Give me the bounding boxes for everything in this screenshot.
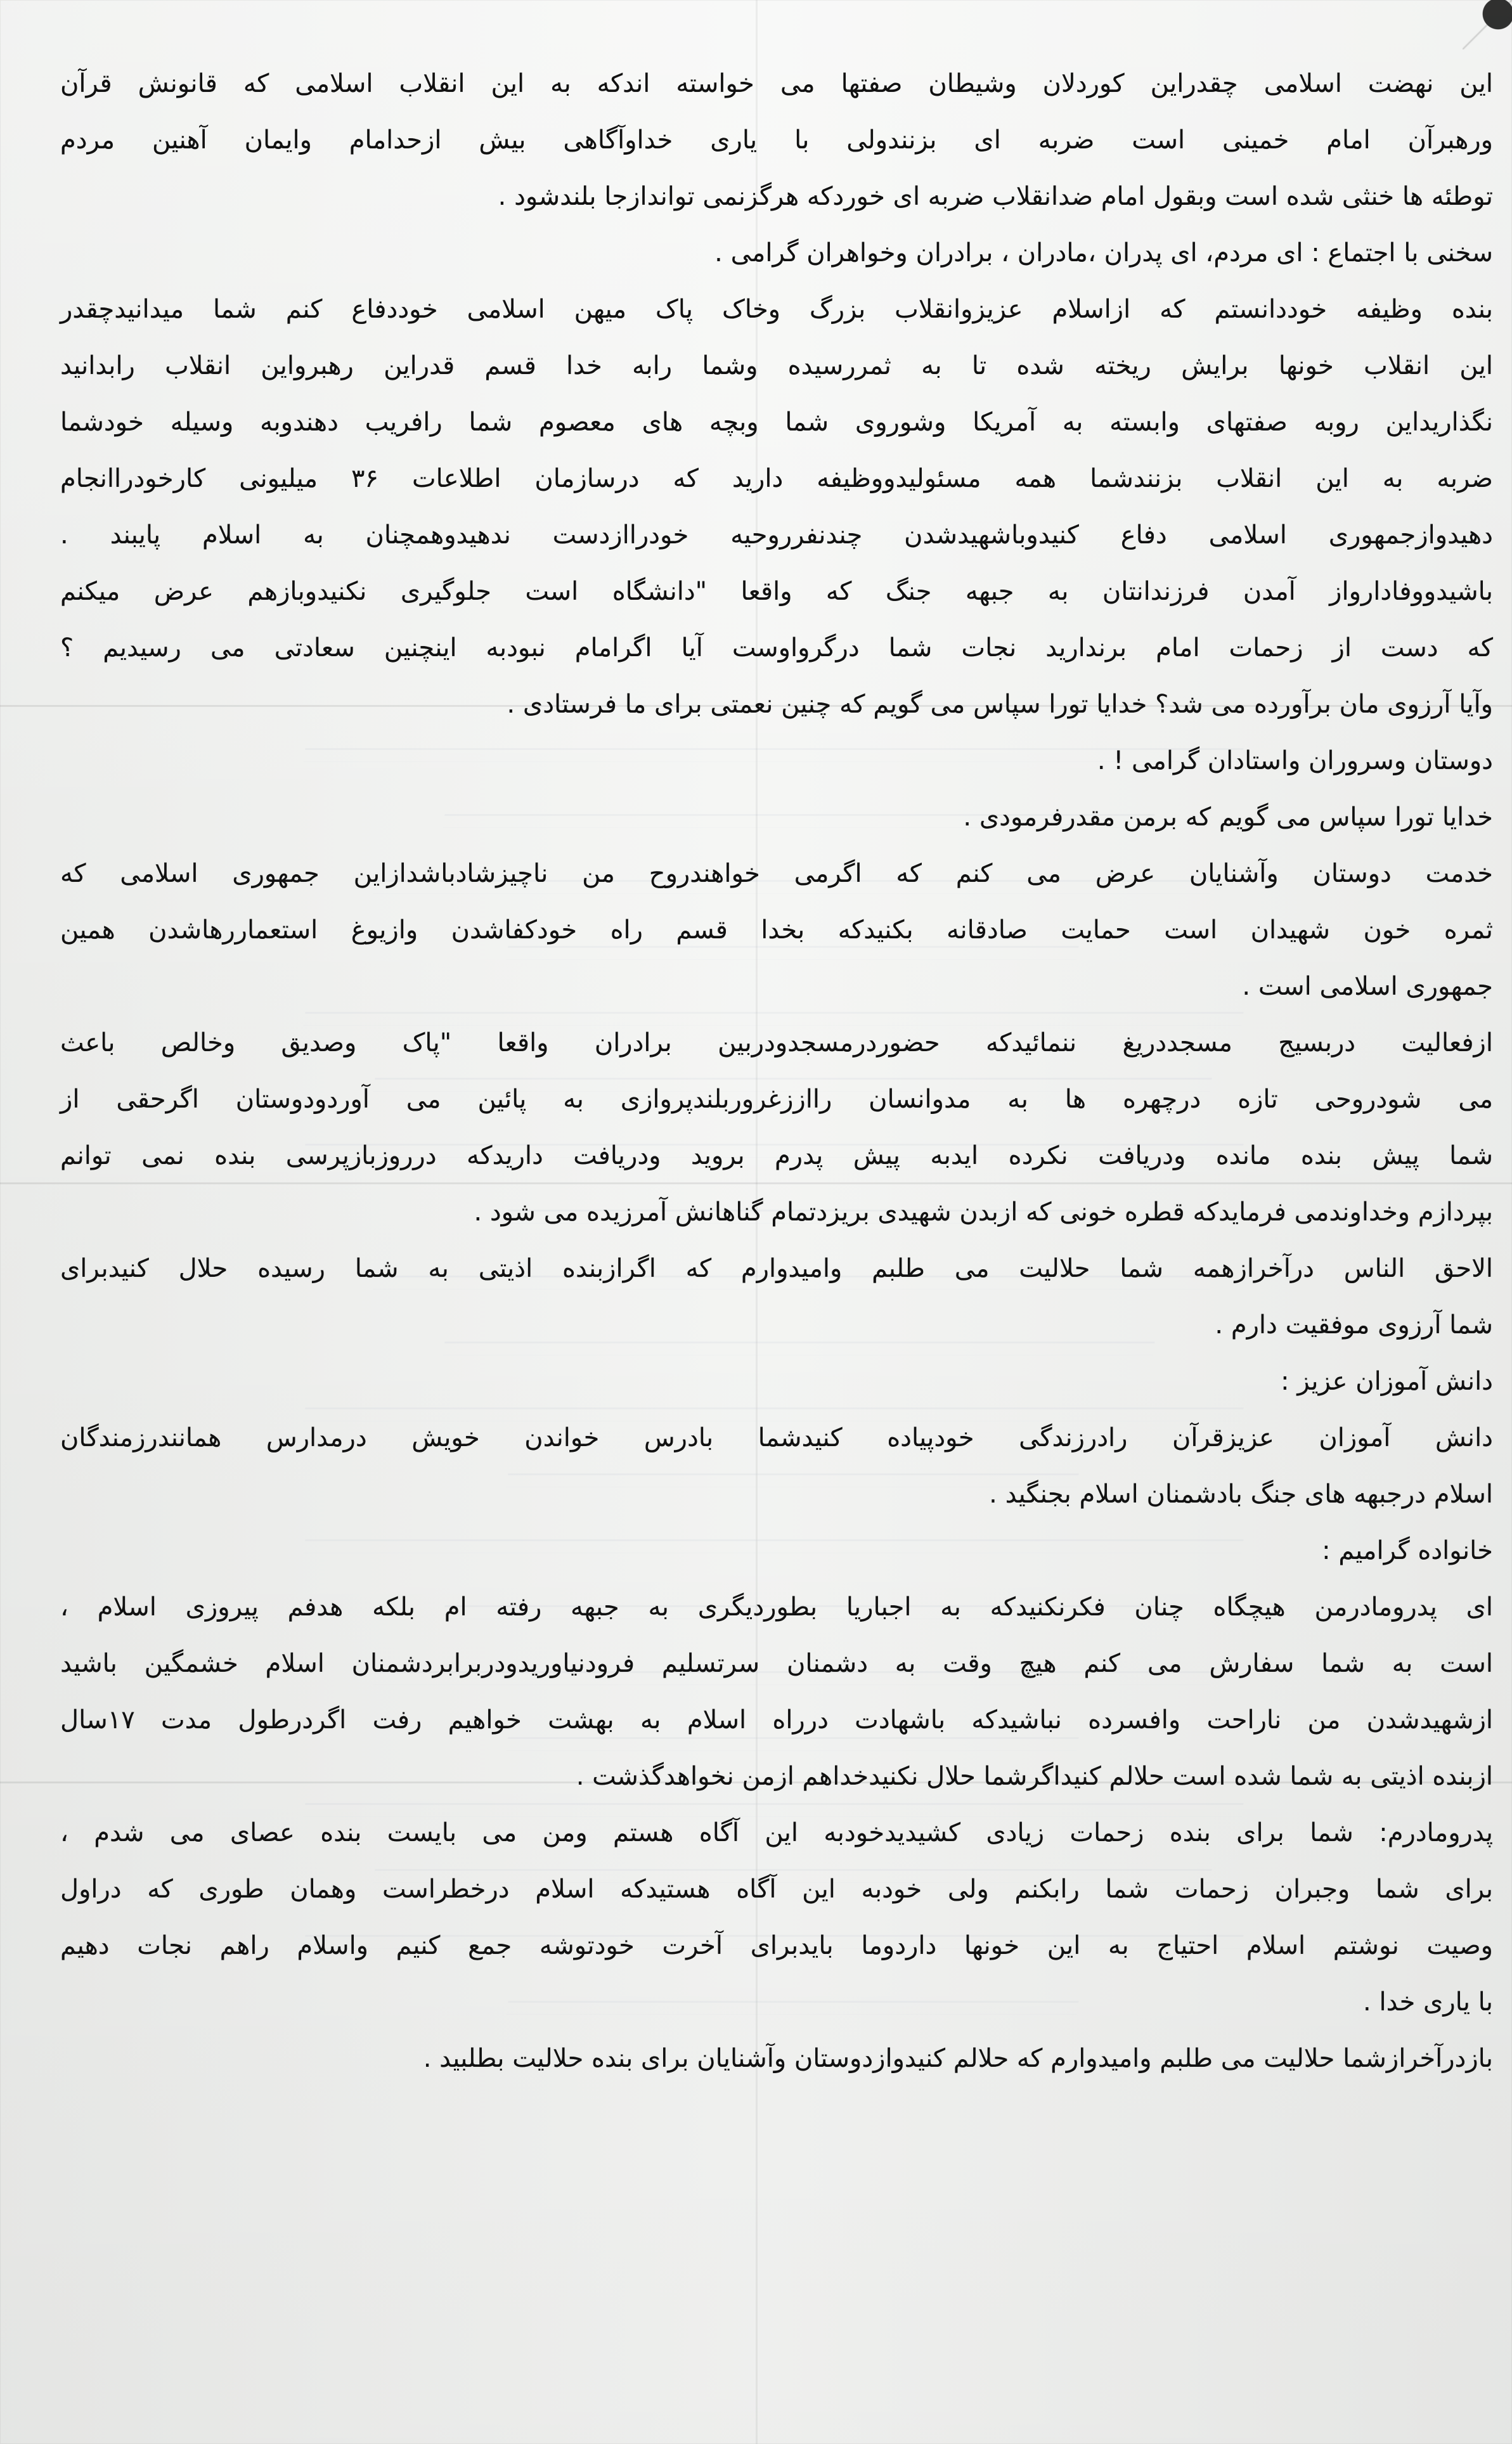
document-line-27: خانواده گرامیم : [1322,1536,1493,1565]
document-line-10: باشیدووفادارواز آمدن فرزندانتان به جبهه جنگ که واقعا "دانشگاه است جلوگیری نکنیدوبازهم عرض میکنم [60,577,1493,606]
document-line-4: سخنی با اجتماع : ای مردم، ای پدران ،مادران ، برادران وخواهران گرامی . [714,238,1493,268]
document-line-1: این نهضت اسلامی چقدراین کوردلان وشیطان صفتها می خواسته اندکه به این انقلاب اسلامی که قانونش قرآن [60,69,1493,98]
document-line-28: ای پدرومادرمن هیچگاه چنان فکرنکنیدکه به اجباریا بطوردیگری به جبهه رفته ام بلکه هدفم پیروزی اسلام ، [60,1593,1493,1622]
document-line-20: شما پیش بنده مانده ودریافت نکرده ایدبه پیش پدرم بروید ودریافت داریدکه درروزبازپرسی بنده نمی توانم [60,1141,1493,1170]
document-line-33: برای شما وجبران زحمات شما رابکنم ولی خودبه این آگاه هستیدکه اسلام درخطراست وهمان طوری که دراول [60,1875,1493,1904]
document-line-32: پدرومادرم: شما برای بنده زحمات زیادی کشیدیدخودبه این آگاه هستم ومن می بایست بنده عصای می شدم ، [60,1818,1493,1847]
document-line-36: بازدرآخرازشما حلالیت می طلبم وامیدوارم که حلالم کنیدوازدوستان وآشنایان برای بنده حلالیت بطلبید . [423,2044,1493,2073]
document-line-35: با یاری خدا . [1363,1988,1493,2017]
document-line-16: ثمره خون شهیدان است حمایت صادقانه بکنیدکه بخدا قسم راه خودکفاشدن وازیوغ استعماررهاشدن همین [60,915,1493,945]
document-line-17: جمهوری اسلامی است . [1242,972,1493,1001]
document-line-29: است به شما سفارش می کنم هیچ وقت به دشمنان سرتسلیم فرودنیاوریدودربرابردشمنان اسلام خشمگین باشید [60,1649,1493,1678]
document-line-12: وآیا آرزوی مان برآورده می شد؟ خدایا تورا سپاس می گویم که چنین نعمتی برای ما فرستادی . [507,690,1493,719]
document-line-14: خدایا تورا سپاس می گویم که برمن مقدرفرمودی . [963,803,1493,832]
document-line-2: ورهبرآن امام خمینی است ضربه ای بزنندولی با یاری خداوآگاهی بیش ازحدامام وایمان آهنین مردم [60,126,1493,155]
document-line-8: ضربه به این انقلاب بزنندشما همه مسئولیدووظیفه دارید که درسازمان اطلاعات ۳۶ میلیونی کارخودراانجام [60,464,1493,493]
document-line-7: نگذاریداین روبه صفتهای وابسته به آمریکا وشوروی شما وبچه های معصوم شما رافریب دهندوبه وسیله خودشما [60,408,1493,437]
document-line-25: دانش آموزان عزیزقرآن رادرزندگی خودپیاده کنیدشما بادرس خواندن خویش درمدارس همانندرزمندگان [60,1423,1493,1452]
document-line-23: شما آرزوی موفقیت دارم . [1215,1310,1493,1340]
document-line-15: خدمت دوستان وآشنایان عرض می کنم که اگرمی خواهندروح من ناچیزشادباشدازاین جمهوری اسلامی که [60,859,1493,888]
document-line-34: وصیت نوشتم اسلام احتیاج به این خونها داردوما بایدبرای آخرت خودتوشه جمع کنیم واسلام راهم نجات دهیم [60,1931,1493,1960]
document-line-13: دوستان وسروران واستادان گرامی ! . [1097,746,1493,775]
document-body [60,71,1493,2102]
document-line-24: دانش آموزان عزیز : [1281,1367,1493,1396]
document-line-31: ازبنده اذیتی به شما شده است حلالم کنیداگرشما حلال نکنیدخداهم ازمن نخواهدگذشت . [576,1762,1493,1791]
document-line-22: الاحق الناس درآخرازهمه شما حلالیت می طلبم وامیدوارم که اگرازبنده اذیتی به شما رسیده حلال کنیدبرای [60,1254,1493,1283]
document-line-5: بنده وظیفه خوددانستم که ازاسلام عزیزوانقلاب بزرگ وخاک پاک میهن اسلامی خوددفاع کنم شما میدانیدچقدر [60,295,1493,324]
document-line-21: بپردازم وخداوندمی فرمایدکه قطره خونی که ازبدن شهیدی بریزدتمام گناهانش آمرزیده می شود . [474,1198,1493,1227]
document-line-19: می شودروحی تازه درچهره ها به مدوانسان رااززغروربلندپروازی به پائین می آوردودوستان اگرحقی از [60,1085,1493,1114]
document-line-6: این انقلاب خونها برایش ریخته شده تا به ثمررسیده وشما رابه خدا قسم قدراین رهبرواین انقلاب رابدانید [60,351,1493,380]
document-line-18: ازفعالیت دربسیج مسجددریغ ننمائیدکه حضوردرمسجدودربین برادران واقعا "پاک وصدیق وخالص باعث [60,1028,1493,1057]
document-line-11: که دست از زحمات امام برندارید نجات شما درگرواوست آیا اگرامام نبودبه اینچنین سعادتی می رسیدیم ؟ [60,633,1493,663]
document-line-26: اسلام درجبهه های جنگ بادشمنان اسلام بجنگید . [989,1480,1493,1509]
document-line-9: دهیدوازجمهوری اسلامی دفاع کنیدوباشهیدشدن چندنفرروحیه خودراازدست ندهیدوهمچنان به اسلام پایبند . [60,520,1493,550]
page-corner-mark [1463,0,1512,49]
document-line-3: توطئه ها خنثی شده است وبقول امام ضدانقلاب ضربه ای خوردکه هرگزنمی تواندازجا بلندشود . [498,182,1493,211]
document-line-30: ازشهیدشدن من ناراحت وافسرده نباشیدکه باشهادت درراه اسلام به بهشت خواهیم رفت اگردرطول مدت ۱۷سال [60,1705,1493,1735]
